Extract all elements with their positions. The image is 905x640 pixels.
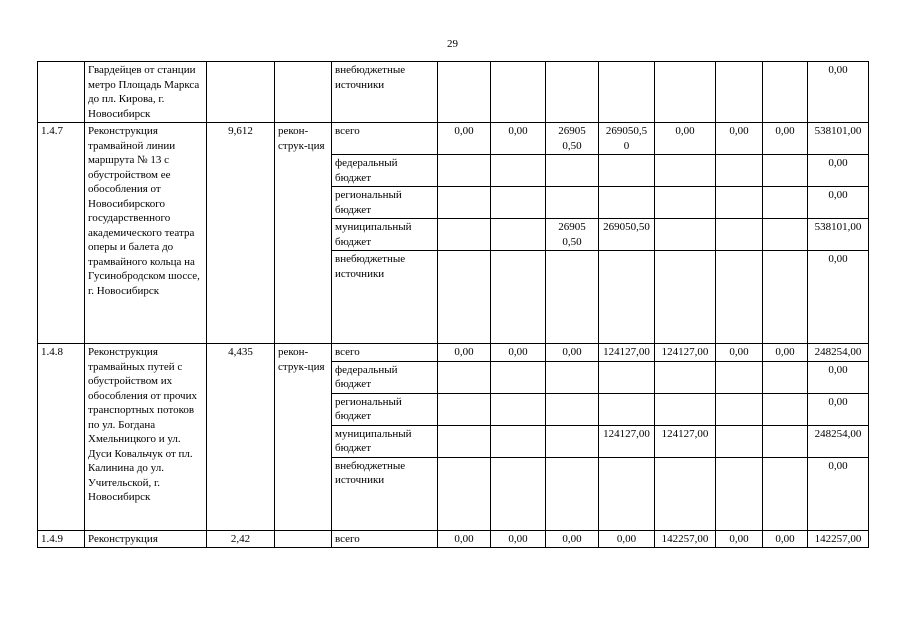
value-cell: 0,00 xyxy=(763,344,808,362)
value-cell: 269050,50 xyxy=(599,219,655,251)
value-cell: 0,00 xyxy=(546,530,599,548)
funding-source: региональный бюджет xyxy=(332,393,438,425)
table-row xyxy=(38,62,869,123)
total-cell: 142257,00 xyxy=(808,530,869,548)
value-cell: 0,00 xyxy=(438,530,491,548)
funding-source: всего xyxy=(332,344,438,362)
value-cell: 124127,00 xyxy=(599,425,655,457)
total-cell: 0,00 xyxy=(808,393,869,425)
value-cell: 0,00 xyxy=(716,344,763,362)
length-cell: 4,435 xyxy=(207,344,275,531)
funding-source: внебюджетные источники xyxy=(332,62,438,123)
value-cell: 142257,00 xyxy=(655,530,716,548)
total-cell: 0,00 xyxy=(808,251,869,344)
total-cell: 538101,00 xyxy=(808,219,869,251)
total-cell: 0,00 xyxy=(808,155,869,187)
value-cell: 0,00 xyxy=(491,530,546,548)
length-cell: 9,612 xyxy=(207,123,275,344)
total-cell: 538101,00 xyxy=(808,123,869,155)
work-type xyxy=(275,530,332,548)
project-name: Реконструкция xyxy=(85,530,207,548)
value-cell: 26905 0,50 xyxy=(546,123,599,155)
value-cell: 0,00 xyxy=(716,530,763,548)
length-cell: 2,42 xyxy=(207,530,275,548)
work-type: рекон-струк-ция xyxy=(275,344,332,531)
work-type: рекон-струк-ция xyxy=(275,123,332,344)
total-cell: 0,00 xyxy=(808,187,869,219)
value-cell: 26905 0,50 xyxy=(546,219,599,251)
value-cell: 124127,00 xyxy=(599,344,655,362)
item-number: 1.4.7 xyxy=(38,123,85,344)
funding-source: внебюджетные источники xyxy=(332,457,438,530)
funding-source: всего xyxy=(332,123,438,155)
funding-source: всего xyxy=(332,530,438,548)
total-cell: 0,00 xyxy=(808,457,869,530)
value-cell: 124127,00 xyxy=(655,425,716,457)
table-row xyxy=(38,530,869,548)
page-number: 29 xyxy=(447,38,458,50)
project-name: Гвардейцев от станции метро Площадь Маркса до пл. Кирова, г. Новосибирск xyxy=(85,62,207,123)
value-cell: 0,00 xyxy=(655,123,716,155)
funding-source: федеральный бюджет xyxy=(332,155,438,187)
project-name: Реконструкция трамвайной линии маршрута № 13 с обустройством ее обособления от Новосибирского государственного академического театра оперы и балета до трамвайного кольца на Гусинобродском шоссе, г. Новосибирск xyxy=(85,123,207,344)
value-cell: 0,00 xyxy=(599,530,655,548)
item-number: 1.4.9 xyxy=(38,530,85,548)
value-cell: 0,00 xyxy=(438,344,491,362)
total-cell: 248254,00 xyxy=(808,344,869,362)
value-cell: 0,00 xyxy=(491,123,546,155)
value-cell: 0,00 xyxy=(716,123,763,155)
table-row xyxy=(38,344,869,362)
total-cell: 0,00 xyxy=(808,361,869,393)
project-name: Реконструкция трамвайных путей с обустройством их обособления от прочих транспортных потоков по ул. Богдана Хмельницкого и ул. Дуси Ковальчук от пл. Калинина до ул. Учительской, г. Новосибирск xyxy=(85,344,207,531)
funding-source: региональный бюджет xyxy=(332,187,438,219)
value-cell: 0,00 xyxy=(763,123,808,155)
value-cell: 0,00 xyxy=(491,344,546,362)
funding-table xyxy=(37,61,869,548)
value-cell: 124127,00 xyxy=(655,344,716,362)
value-cell: 269050,5 0 xyxy=(599,123,655,155)
item-number: 1.4.8 xyxy=(38,344,85,531)
total-cell: 0,00 xyxy=(808,62,869,123)
funding-source: внебюджетные источники xyxy=(332,251,438,344)
total-cell: 248254,00 xyxy=(808,425,869,457)
funding-source: муниципальный бюджет xyxy=(332,219,438,251)
value-cell: 0,00 xyxy=(546,344,599,362)
funding-source: федеральный бюджет xyxy=(332,361,438,393)
funding-source: муниципальный бюджет xyxy=(332,425,438,457)
table-row xyxy=(38,123,869,155)
value-cell: 0,00 xyxy=(763,530,808,548)
value-cell: 0,00 xyxy=(438,123,491,155)
